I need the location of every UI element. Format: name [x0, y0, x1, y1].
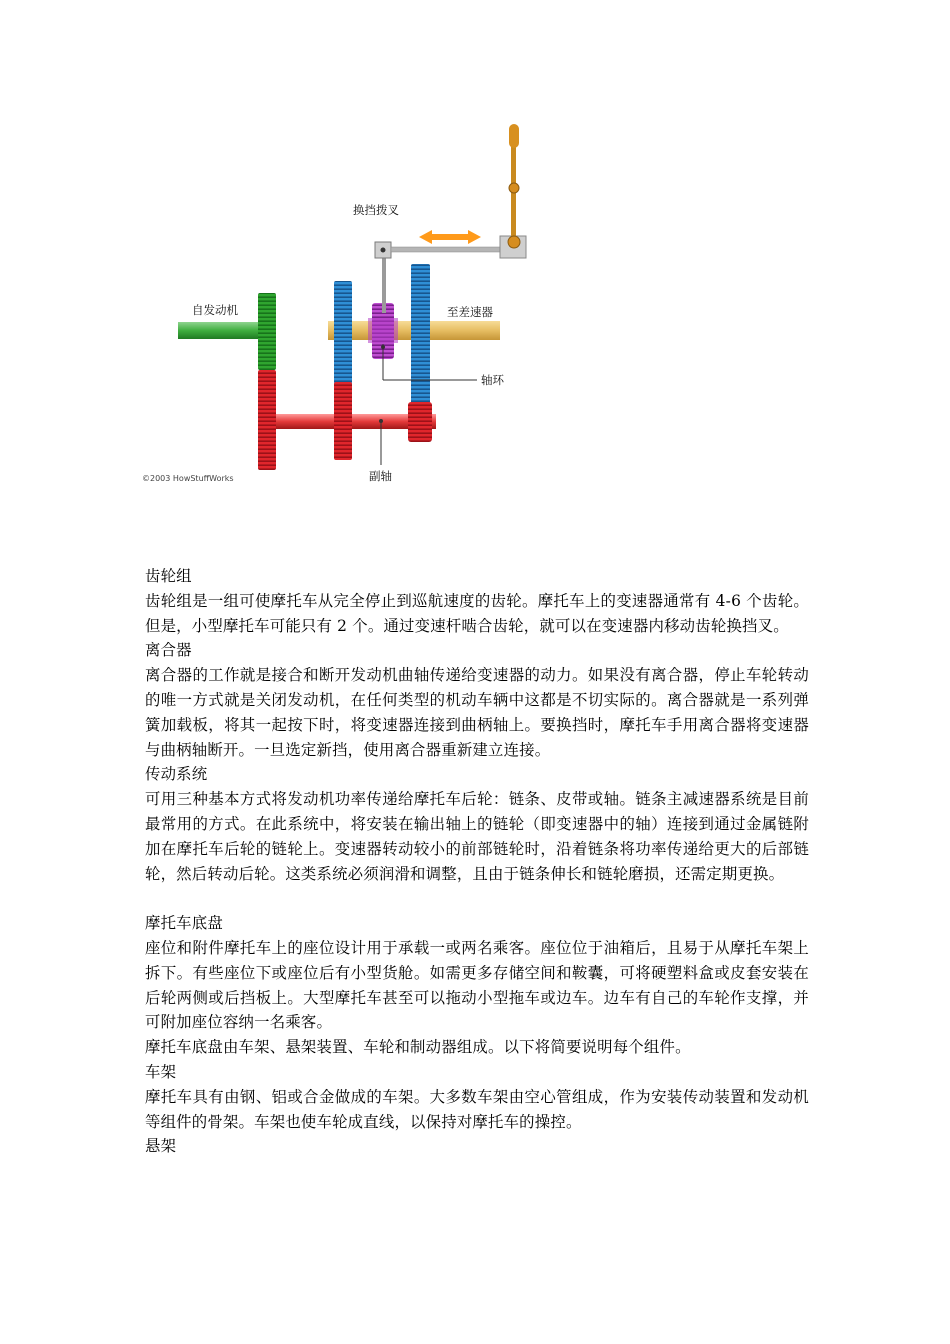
shift-fork	[375, 236, 526, 313]
shift-arrow	[419, 230, 481, 244]
output-gear-right	[408, 264, 432, 442]
paragraph-chassis: 摩托车底盘由车架、悬架装置、车轮和制动器组成。以下将简要说明每个组件。	[145, 1038, 691, 1057]
heading-suspension: 悬架	[145, 1137, 177, 1156]
article-body	[145, 564, 809, 1159]
copyright-notice: ©2003 HowStuffWorks	[142, 474, 234, 483]
label-to-differential: 至差速器	[447, 305, 493, 319]
paragraph-drivetrain: 可用三种基本方式将发动机功率传递给摩托车后轮：链条、皮带或轴。链条主减速器系统是目前最常用的方式。在此系统中，将安装在输出轴上的链轮（即变速器中的轴）连接到通过金属链附加在摩托车后轮的链轮上。变速器转动较小的前部链轮时，沿着链条将功率传递给更大的后部链轮，然后转动后轮。这类系统必须润滑和调整，且由于链条伸长和链轮磨损，还需定期更换。	[145, 790, 809, 883]
heading-gear-set: 齿轮组	[145, 567, 192, 585]
gear-lever	[508, 124, 520, 248]
heading-drivetrain: 传动系统	[145, 765, 208, 784]
output-gear-left	[334, 281, 352, 460]
paragraph-gear-set: 齿轮组是一组可使摩托车从完全停止到巡航速度的齿轮。摩托车上的变速器通常有 4-6 个齿轮。但是，小型摩托车可能只有 2 个。通过变速杆啮合齿轮，就可以在变速器内移动齿轮换挡叉。	[145, 591, 809, 635]
transmission-diagram	[138, 118, 538, 490]
blank-line	[145, 886, 809, 911]
paragraph-seats: 座位和附件摩托车上的座位设计用于承载一或两名乘客。座位位于油箱后，且易于从摩托车架上拆下。有些座位下或座位后有小型货舱。如需更多存储空间和鞍囊，可将硬塑料盒或皮套安装在后轮两侧或后挡板上。大型摩托车甚至可以拖动小型拖车或边车。边车有自己的车轮作支撑，并可附加座位容纳一名乘客。	[145, 938, 809, 1032]
heading-frame: 车架	[145, 1062, 177, 1081]
label-layshaft: 副轴	[369, 469, 392, 483]
paragraph-clutch: 离合器的工作就是接合和断开发动机曲轴传递给变速器的动力。如果没有离合器，停止车轮转动的唯一方式就是关闭发动机，在任何类型的机动车辆中这都是不切实际的。离合器就是一系列弹簧加载板，将其一起按下时，将变速器连接到曲柄轴上。要换挡时，摩托车手用离合器将变速器与曲柄轴断开。一旦选定新挡，使用离合器重新建立连接。	[145, 666, 809, 759]
heading-chassis: 摩托车底盘	[145, 914, 223, 933]
label-from-engine: 自发动机	[192, 303, 238, 317]
paragraph-frame: 摩托车具有由钢、铝或合金做成的车架。大多数车架由空心管组成，作为安装传动装置和发动机等组件的骨架。车架也使车轮成直线，以保持对摩托车的操控。	[145, 1087, 809, 1131]
heading-clutch: 离合器	[145, 641, 192, 660]
label-shift-fork: 换挡拨叉	[353, 203, 399, 217]
label-collar: 轴环	[481, 373, 504, 387]
input-gear	[258, 293, 276, 470]
